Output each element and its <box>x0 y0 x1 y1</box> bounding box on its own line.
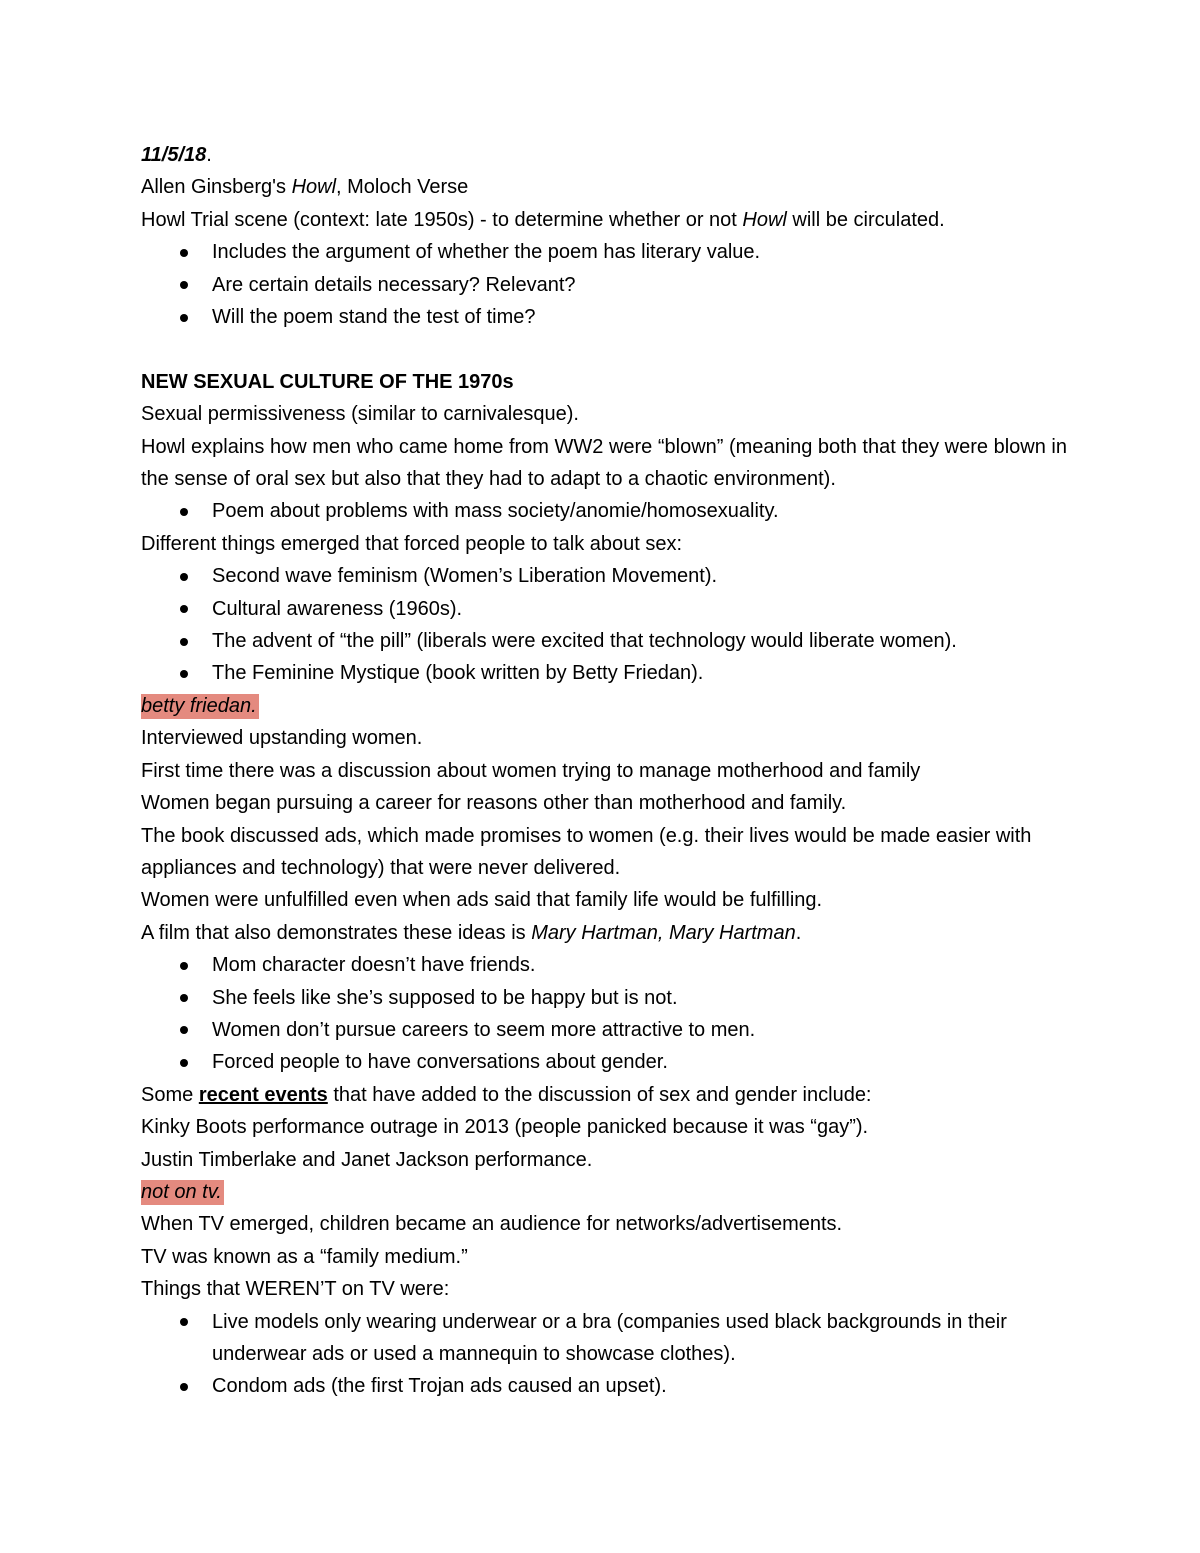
list-item-text: Mom character doesn’t have friends. <box>212 954 536 977</box>
howl-trial-work: Howl <box>742 208 787 231</box>
bullet-icon <box>180 962 188 970</box>
sexual-culture-bullets-1 <box>141 495 1076 527</box>
paragraph-line: Howl explains how men who came home from WW2 were “blown” (meaning both that they were blown in the sense of oral sex but also that they had to adapt to a chaotic environment). <box>141 435 1067 491</box>
list-item-text: The Feminine Mystique (book written by Betty Friedan). <box>212 662 704 685</box>
list-item <box>141 982 1076 1014</box>
paragraph-line: TV was known as a “family medium.” <box>141 1245 468 1268</box>
list-item-text: Second wave feminism (Women’s Liberation Movement). <box>212 565 718 588</box>
howl-trial-line <box>141 204 1076 236</box>
film-suffix: . <box>795 921 802 944</box>
list-item <box>141 560 1076 592</box>
highlighted-heading <box>141 694 259 719</box>
howl-trial-prefix: Howl Trial scene (context: late 1950s) - to determine whether or not <box>141 208 743 231</box>
list-item <box>141 949 1076 981</box>
list-item-text: Forced people to have conversations about gender. <box>212 1051 668 1074</box>
list-item <box>141 269 1076 301</box>
list-item-text: Cultural awareness (1960s). <box>212 597 463 620</box>
film-prefix: A film that also demonstrates these ideas is <box>141 921 532 944</box>
list-item-text: Poem about problems with mass society/anomie/homosexuality. <box>212 500 779 523</box>
recent-events-emphasis: recent events <box>198 1083 328 1106</box>
paragraph-line: Justin Timberlake and Janet Jackson performance. <box>141 1148 593 1171</box>
paragraph-line: Kinky Boots performance outrage in 2013 (people panicked because it was “gay”). <box>141 1116 869 1139</box>
list-item-text: Live models only wearing underwear or a bra (companies used black backgrounds in their underwear ads or used a mannequin to showcase clothes). <box>212 1310 1007 1366</box>
bullet-icon <box>180 1383 188 1391</box>
date: 11/5/18 <box>141 144 207 166</box>
list-item-text: Women don’t pursue careers to seem more attractive to men. <box>212 1018 756 1041</box>
title-line <box>141 171 1076 203</box>
list-item-text: She feels like she’s supposed to be happy but is not. <box>212 986 678 1009</box>
document-page <box>141 139 1076 1403</box>
highlight-text: betty friedan <box>141 694 252 717</box>
list-item-text: The advent of “the pill” (liberals were excited that technology would liberate women). <box>212 630 957 653</box>
highlighted-heading <box>141 1180 224 1205</box>
bullet-icon <box>180 281 188 289</box>
list-item-text: Will the poem stand the test of time? <box>212 306 536 329</box>
list-item <box>141 236 1076 268</box>
list-item-text: Condom ads (the first Trojan ads caused an upset). <box>212 1375 667 1398</box>
recent-prefix: Some <box>141 1083 199 1106</box>
list-item <box>141 1370 1076 1402</box>
bullet-icon <box>180 638 188 646</box>
highlight-text: not on tv <box>141 1180 217 1203</box>
recent-events-line <box>141 1079 1076 1111</box>
recent-suffix: that have added to the discussion of sex and gender include: <box>327 1083 872 1106</box>
date-line <box>141 139 1076 171</box>
bullet-icon <box>180 249 188 257</box>
bullet-icon <box>180 1026 188 1034</box>
bullet-icon <box>180 605 188 613</box>
not-on-tv-heading-line <box>141 1176 1076 1208</box>
list-item <box>141 593 1076 625</box>
paragraph-line: Different things emerged that forced people to talk about sex: <box>141 532 683 555</box>
sexual-culture-bullets-2 <box>141 560 1076 690</box>
paragraph-line: Women began pursuing a career for reasons other than motherhood and family. <box>141 792 847 815</box>
date-period: . <box>206 144 212 166</box>
howl-trial-bullets <box>141 236 1076 333</box>
bullet-icon <box>180 1318 188 1326</box>
film-title: Mary Hartman, Mary Hartman <box>531 921 796 944</box>
title-prefix: Allen Ginsberg's <box>141 176 292 199</box>
paragraph-line: Things that WEREN’T on TV were: <box>141 1278 450 1301</box>
not-on-tv-bullets <box>141 1306 1076 1403</box>
title-work: Howl <box>291 176 337 199</box>
section-heading: NEW SEXUAL CULTURE OF THE 1970s <box>141 370 514 393</box>
film-bullets <box>141 949 1076 1079</box>
list-item <box>141 657 1076 689</box>
list-item <box>141 1306 1032 1371</box>
film-line <box>141 917 1076 949</box>
list-item-text: Are certain details necessary? Relevant? <box>212 273 576 296</box>
paragraph-line: When TV emerged, children became an audience for networks/advertisements. <box>141 1213 843 1236</box>
blank-line <box>141 333 1076 365</box>
bullet-icon <box>180 670 188 678</box>
paragraph-line: Sexual permissiveness (similar to carnivalesque). <box>141 403 579 426</box>
list-item <box>141 301 1076 333</box>
list-item-text: Includes the argument of whether the poem has literary value. <box>212 241 761 264</box>
paragraph-line: The book discussed ads, which made promises to women (e.g. their lives would be made easier with appliances and technology) that were never delivered. <box>141 824 1032 879</box>
paragraph-line: Women were unfulfilled even when ads said that family life would be fulfilling. <box>141 889 823 912</box>
bullet-icon <box>180 1059 188 1067</box>
list-item <box>141 625 1076 657</box>
howl-trial-suffix: will be circulated. <box>786 208 945 231</box>
list-item <box>141 495 1076 527</box>
bullet-icon <box>180 314 188 322</box>
highlight-period: . <box>216 1180 222 1203</box>
friedan-heading-line <box>141 690 1076 722</box>
bullet-icon <box>180 994 188 1002</box>
list-item <box>141 1014 1076 1046</box>
paragraph-line: Interviewed upstanding women. <box>141 727 423 750</box>
bullet-icon <box>180 573 188 581</box>
paragraph-line: First time there was a discussion about women trying to manage motherhood and family <box>141 759 921 782</box>
highlight-period: . <box>251 694 257 717</box>
title-suffix: , Moloch Verse <box>336 176 469 199</box>
bullet-icon <box>180 508 188 516</box>
list-item <box>141 1046 1076 1078</box>
